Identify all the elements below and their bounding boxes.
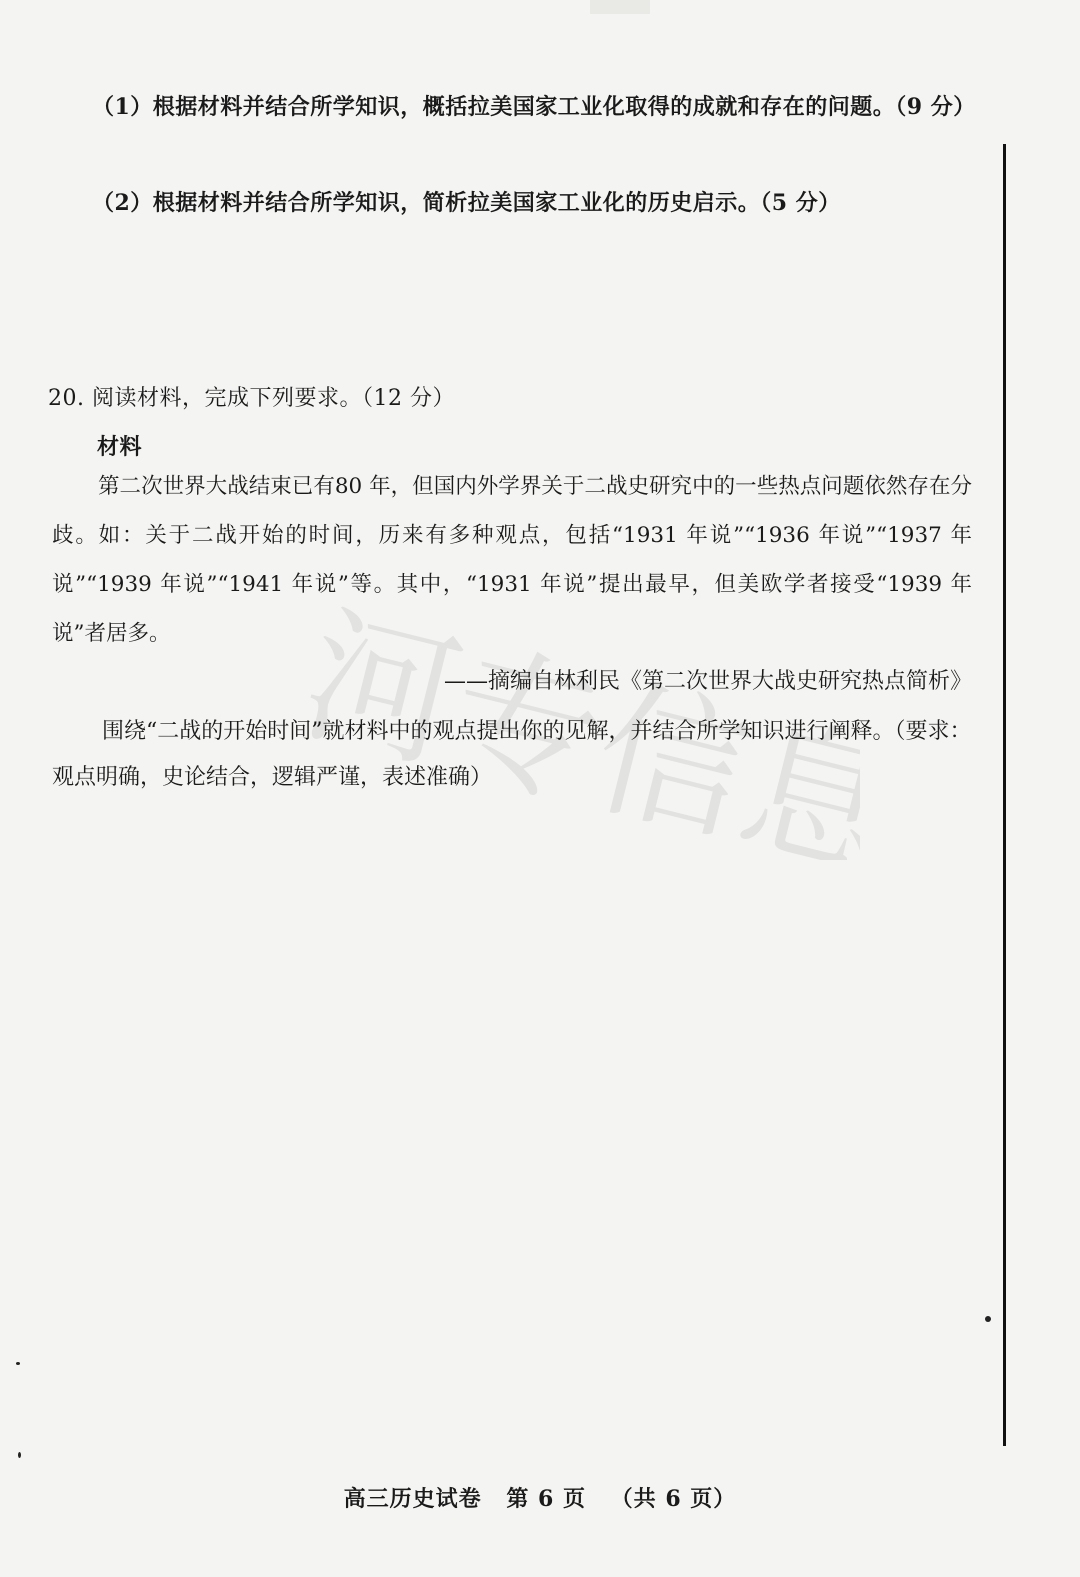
material-text: 第二次世界大战结束已有80 年，但国内外学界关于二战史研究中的一些热点问题依然存在分歧。如：关于二战开始的时间，历来有多种观点，包括“1931 年说”“1936 年说”“1937 年说”“1939 年说”“1941 年说”等。其中，“1931 年说”提出最早，但美欧学者接受“1939 年说”者居多。 (52, 474, 972, 646)
material-label: 材料 (97, 434, 143, 460)
material-source: ——摘编自林利民《第二次世界大战史研究热点简析》 (443, 669, 972, 694)
question-20-heading: 20. 阅读材料，完成下列要求。（12 分） (48, 386, 455, 411)
footer-total-pages: （共 6 页） (610, 1486, 737, 1512)
watermark-text: 河专信息 (300, 588, 860, 860)
footer-title: 高三历史试卷 (343, 1486, 482, 1512)
page-footer (0, 1482, 1080, 1513)
margin-rule-line (1003, 144, 1006, 1446)
scan-speck (16, 1362, 20, 1365)
footer-page-number: 第 6 页 (506, 1486, 586, 1512)
question-19-part-1: （1）根据材料并结合所学知识，概括拉美国家工业化取得的成就和存在的问题。（9 分） (92, 94, 976, 120)
scan-smudge (590, 0, 650, 14)
question-20-task: 围绕“二战的开始时间”就材料中的观点提出你的见解，并结合所学知识进行阐释。（要求：观点明确，史论结合，逻辑严谨，表述准确） (52, 719, 972, 790)
scan-speck (985, 1316, 991, 1322)
question-19-part-2: （2）根据材料并结合所学知识，简析拉美国家工业化的历史启示。（5 分） (92, 190, 841, 216)
scan-speck (18, 1452, 21, 1458)
